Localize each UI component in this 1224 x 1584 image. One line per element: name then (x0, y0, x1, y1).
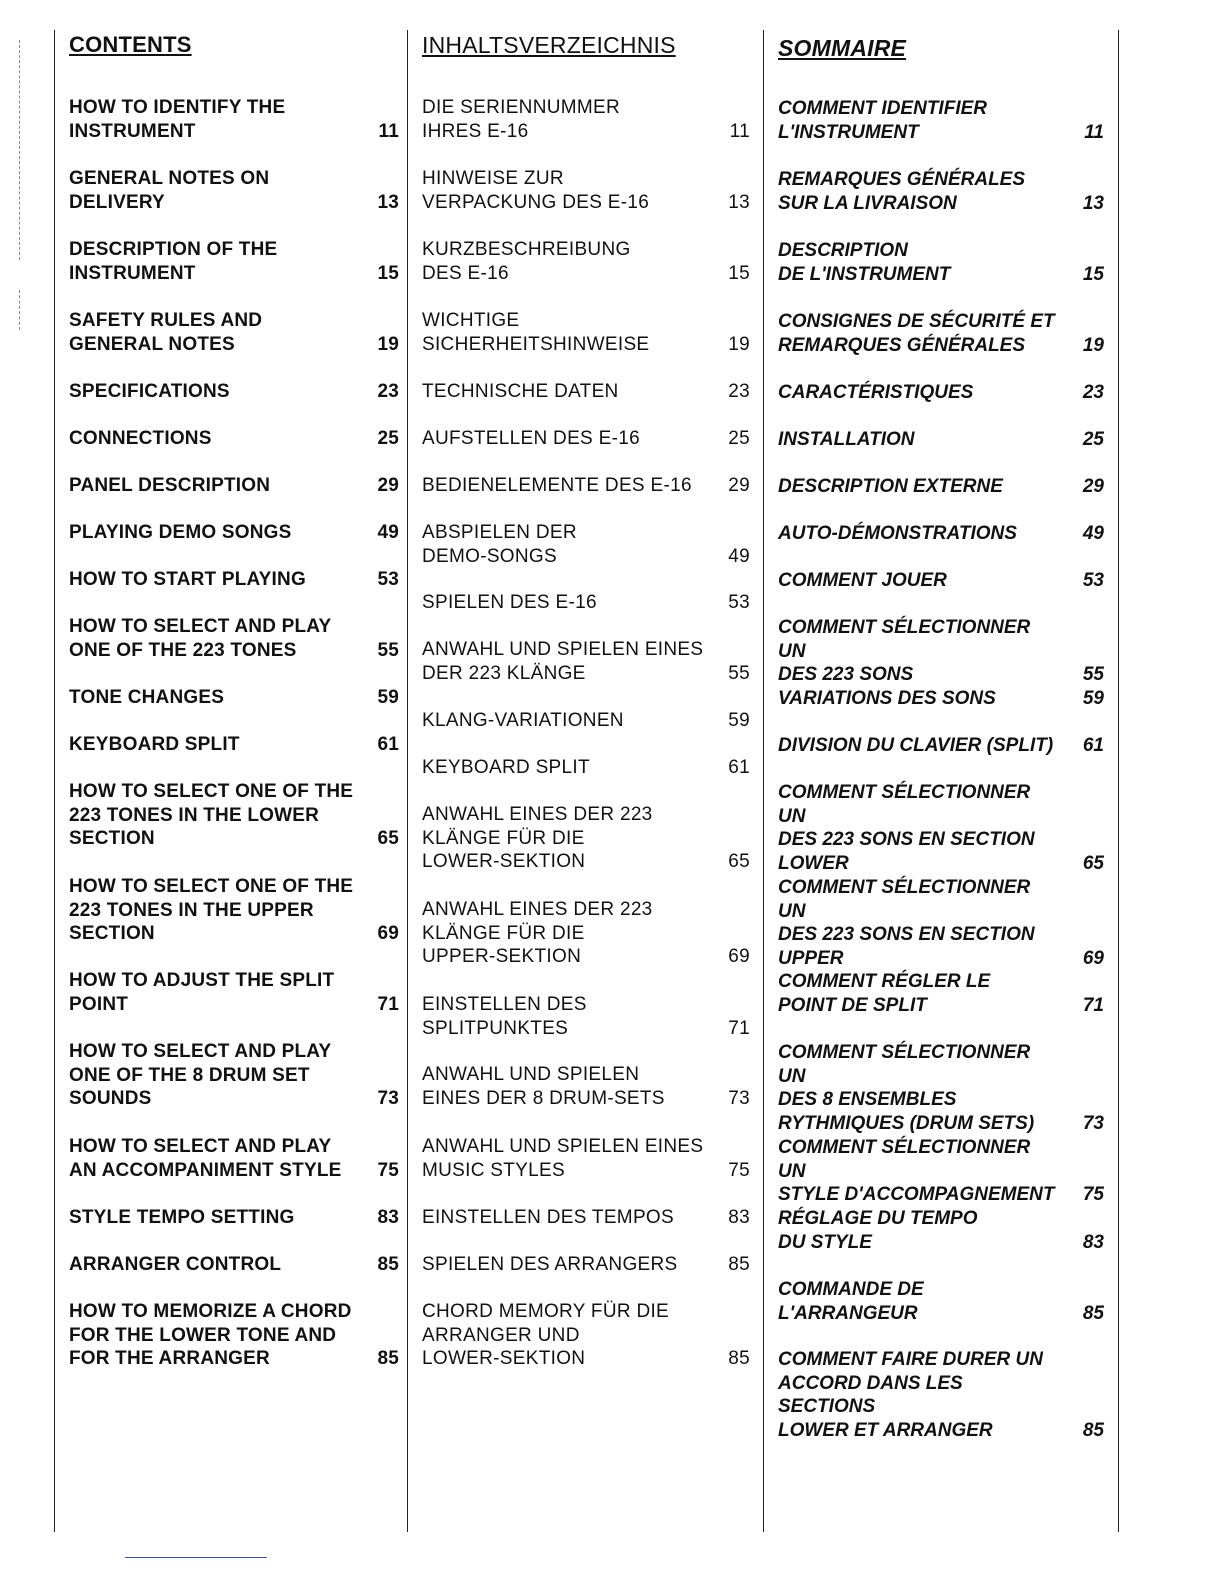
toc-entry-title: KLANG-VARIATIONEN (422, 710, 624, 731)
toc-entry-page-number: 65 (377, 828, 399, 849)
toc-entry[interactable] (778, 522, 1104, 546)
toc-entry-title: DESCRIPTION EXTERNE (778, 476, 1003, 497)
toc-entry-page-number: 73 (728, 1087, 750, 1109)
toc-entry[interactable] (422, 709, 750, 733)
toc-entry-title: SPIELEN DES E-16 (422, 592, 597, 613)
toc-entry-title: RÉGLAGE DU TEMPO DU STYLE (778, 1208, 978, 1253)
toc-entry[interactable] (69, 1206, 399, 1230)
toc-entry[interactable] (778, 876, 1104, 970)
toc-entry[interactable] (422, 756, 750, 780)
toc-entry[interactable] (778, 1041, 1104, 1135)
toc-entry[interactable] (422, 380, 750, 404)
toc-entry-title: COMMENT SÉLECTIONNER UN STYLE D'ACCOMPAGNEMENT (778, 1137, 1055, 1205)
toc-entry[interactable] (778, 1207, 1104, 1254)
toc-entry-page-number: 25 (1082, 429, 1104, 450)
toc-entry[interactable] (69, 1300, 399, 1371)
toc-entry-title: ANWAHL EINES DER 223 KLÄNGE FÜR DIE LOWER-SEKTION (422, 804, 653, 872)
toc-entry[interactable] (778, 970, 1104, 1017)
toc-entry-title: KURZBESCHREIBUNG DES E-16 (422, 239, 631, 284)
toc-entry-page-number: 59 (1082, 688, 1104, 709)
toc-entry[interactable] (778, 97, 1104, 144)
toc-entry-page-number: 71 (1082, 994, 1104, 1016)
toc-entry[interactable] (778, 428, 1104, 452)
toc-entry-title: SPECIFICATIONS (69, 381, 230, 402)
toc-entry-page-number: 15 (728, 262, 750, 284)
toc-entry-page-number: 29 (377, 475, 399, 496)
toc-entry-title: HOW TO START PLAYING (69, 569, 306, 590)
toc-entry-page-number: 49 (1082, 523, 1104, 544)
toc-entry-title: KEYBOARD SPLIT (69, 734, 240, 755)
toc-entry-page-number: 53 (377, 569, 399, 590)
toc-entry[interactable] (422, 993, 750, 1040)
toc-entry-page-number: 49 (377, 522, 399, 543)
toc-entry-page-number: 19 (377, 333, 399, 355)
toc-entry-page-number: 25 (728, 428, 750, 449)
toc-entry-page-number: 23 (728, 381, 750, 402)
margin-mark (19, 40, 20, 260)
toc-entry[interactable] (69, 380, 399, 404)
toc-entry-page-number: 65 (1082, 852, 1104, 874)
footer-rule (125, 1557, 267, 1558)
toc-entry-page-number: 61 (1082, 735, 1104, 756)
toc-entry-page-number: 65 (728, 851, 750, 872)
toc-entry-title: HOW TO SELECT AND PLAY ONE OF THE 223 TONES (69, 616, 332, 661)
toc-entry-title: ANWAHL UND SPIELEN EINES MUSIC STYLES (422, 1136, 704, 1181)
toc-entry[interactable] (69, 96, 399, 143)
toc-entry-title: SPIELEN DES ARRANGERS (422, 1254, 678, 1275)
toc-entry-title: DESCRIPTION DE L'INSTRUMENT (778, 240, 951, 285)
toc-entry[interactable] (69, 780, 399, 851)
toc-entry[interactable] (422, 167, 750, 214)
toc-entry[interactable] (69, 615, 399, 662)
toc-entry-title: HOW TO SELECT AND PLAY ONE OF THE 8 DRUM SET SOUNDS (69, 1041, 332, 1109)
toc-entry[interactable] (778, 168, 1104, 215)
toc-entry-page-number: 85 (728, 1254, 750, 1275)
toc-entry-title: TONE CHANGES (69, 687, 225, 708)
toc-entry-title: HOW TO ADJUST THE SPLIT POINT (69, 970, 335, 1015)
toc-entry[interactable] (69, 1253, 399, 1277)
toc-entry-title: ANWAHL UND SPIELEN EINES DER 8 DRUM-SETS (422, 1064, 665, 1109)
toc-entry-page-number: 11 (1084, 121, 1104, 143)
toc-entry-title: EINSTELLEN DES TEMPOS (422, 1207, 674, 1228)
toc-entry[interactable] (422, 427, 750, 451)
toc-entry-page-number: 53 (728, 592, 750, 613)
toc-entry-page-number: 15 (1082, 263, 1104, 285)
toc-entry-title: SAFETY RULES AND GENERAL NOTES (69, 310, 263, 355)
toc-entry-page-number: 23 (377, 381, 399, 402)
toc-entry-page-number: 49 (728, 545, 750, 567)
toc-entry[interactable] (422, 1300, 750, 1371)
toc-entry-page-number: 85 (728, 1348, 750, 1369)
toc-entry-page-number: 13 (728, 191, 750, 213)
toc-entry-page-number: 83 (377, 1207, 399, 1228)
toc-entry[interactable] (69, 474, 399, 498)
toc-entry[interactable] (778, 569, 1104, 593)
toc-entry-title: CHORD MEMORY FÜR DIE ARRANGER UND LOWER-SEKTION (422, 1301, 670, 1369)
toc-entry-page-number: 69 (1082, 947, 1104, 969)
toc-entry[interactable] (778, 734, 1104, 758)
toc-entry-title: INSTALLATION (778, 429, 915, 450)
toc-entry-title: CONSIGNES DE SÉCURITÉ ET REMARQUES GÉNÉRALES (778, 311, 1055, 356)
column-heading: INHALTSVERZEICHNIS (422, 32, 676, 58)
toc-entry[interactable] (422, 898, 750, 969)
toc-entry-title: CONNECTIONS (69, 428, 212, 449)
toc-entry-title: COMMENT SÉLECTIONNER UN DES 223 SONS EN SECTION LOWER (778, 782, 1035, 874)
toc-entry-page-number: 53 (1082, 570, 1104, 591)
toc-entry-title: HOW TO SELECT AND PLAY AN ACCOMPANIMENT STYLE (69, 1136, 342, 1181)
toc-entry[interactable] (778, 475, 1104, 499)
toc-entry-page-number: 55 (728, 662, 750, 684)
toc-entry-title: REMARQUES GÉNÉRALES SUR LA LIVRAISON (778, 169, 1026, 214)
toc-entry[interactable] (778, 781, 1104, 875)
toc-entry-title: HOW TO MEMORIZE A CHORD FOR THE LOWER TONE AND FOR THE ARRANGER (69, 1301, 352, 1369)
toc-entry-title: HOW TO IDENTIFY THE INSTRUMENT (69, 97, 286, 142)
column-heading: CONTENTS (69, 32, 192, 57)
toc-entry-title: DESCRIPTION OF THE INSTRUMENT (69, 239, 278, 284)
toc-entry-page-number: 55 (377, 639, 399, 661)
toc-entry-page-number: 85 (1082, 1302, 1104, 1324)
toc-entry-page-number: 69 (377, 923, 399, 944)
toc-entry[interactable] (422, 591, 750, 615)
toc-entry-page-number: 29 (728, 475, 750, 496)
toc-entry[interactable] (69, 521, 399, 545)
toc-entry-title: HOW TO SELECT ONE OF THE 223 TONES IN THE UPPER SECTION (69, 876, 354, 944)
toc-entry-title: COMMENT RÉGLER LE POINT DE SPLIT (778, 971, 991, 1016)
toc-entry[interactable] (69, 309, 399, 356)
toc-entry-page-number: 59 (728, 710, 750, 731)
toc-entry-title: TECHNISCHE DATEN (422, 381, 619, 402)
toc-entry[interactable] (69, 733, 399, 757)
toc-entry-title: STYLE TEMPO SETTING (69, 1207, 295, 1228)
toc-entry-page-number: 71 (377, 993, 399, 1015)
toc-entry[interactable] (69, 427, 399, 451)
toc-entry-title: PANEL DESCRIPTION (69, 475, 271, 496)
toc-entry-page-number: 69 (728, 946, 750, 967)
toc-entry[interactable] (422, 309, 750, 356)
toc-entry-title: DIVISION DU CLAVIER (SPLIT) (778, 735, 1054, 756)
toc-entry[interactable] (778, 239, 1104, 286)
toc-entry-title: ABSPIELEN DER DEMO-SONGS (422, 522, 577, 567)
toc-entry-title: COMMENT SÉLECTIONNER UN DES 8 ENSEMBLES RYTHMIQUES (DRUM SETS) (778, 1042, 1035, 1134)
toc-entry-title: AUFSTELLEN DES E-16 (422, 428, 640, 449)
toc-entry-title: HINWEISE ZUR VERPACKUNG DES E-16 (422, 168, 650, 213)
toc-entry-title: COMMANDE DE L'ARRANGEUR (778, 1279, 924, 1324)
toc-entry[interactable] (422, 474, 750, 498)
toc-entry[interactable] (422, 1206, 750, 1230)
toc-entry-title: KEYBOARD SPLIT (422, 757, 590, 778)
toc-entry-page-number: 25 (377, 428, 399, 449)
margin-mark (19, 290, 20, 330)
toc-entry-page-number: 73 (1082, 1112, 1104, 1134)
toc-entry[interactable] (422, 238, 750, 285)
toc-entry-title: CARACTÉRISTIQUES (778, 382, 974, 403)
toc-entry-page-number: 59 (377, 687, 399, 708)
toc-entry[interactable] (69, 1040, 399, 1111)
toc-entry-page-number: 71 (728, 1017, 750, 1039)
toc-entry[interactable] (69, 167, 399, 214)
toc-entry-title: EINSTELLEN DES SPLITPUNKTES (422, 994, 587, 1039)
toc-entry-page-number: 75 (377, 1159, 399, 1181)
contents-column-french (763, 30, 1119, 1532)
toc-entry-page-number: 83 (728, 1207, 750, 1228)
toc-entry-page-number: 23 (1082, 382, 1104, 403)
toc-entry-title: GENERAL NOTES ON DELIVERY (69, 168, 270, 213)
toc-entry-page-number: 75 (728, 1159, 750, 1181)
toc-entry[interactable] (69, 1135, 399, 1182)
toc-entry-page-number: 11 (378, 120, 399, 142)
toc-entry-title: ANWAHL EINES DER 223 KLÄNGE FÜR DIE UPPER-SEKTION (422, 899, 653, 967)
toc-entry-title: PLAYING DEMO SONGS (69, 522, 292, 543)
toc-entry[interactable] (69, 969, 399, 1016)
toc-entry-title: COMMENT JOUER (778, 570, 947, 591)
toc-entry-page-number: 85 (1082, 1419, 1104, 1441)
toc-entry-page-number: 61 (377, 734, 399, 755)
toc-entry-page-number: 85 (377, 1348, 399, 1369)
contents-column-english (54, 30, 406, 1532)
toc-entry-page-number: 75 (1082, 1184, 1104, 1205)
toc-entry[interactable] (422, 1063, 750, 1110)
toc-entry[interactable] (422, 521, 750, 568)
toc-entry-title: COMMENT FAIRE DURER UN ACCORD DANS LES SECTIONS LOWER ET ARRANGER (778, 1349, 1043, 1441)
toc-entry-page-number: 83 (1082, 1231, 1104, 1253)
column-heading: SOMMAIRE (778, 35, 907, 61)
toc-entry-title: DIE SERIENNUMMER IHRES E-16 (422, 97, 620, 142)
toc-entry-title: VARIATIONS DES SONS (778, 688, 996, 709)
toc-entry-page-number: 13 (377, 191, 399, 213)
toc-entry-page-number: 61 (728, 757, 750, 778)
toc-entry-title: ANWAHL UND SPIELEN EINES DER 223 KLÄNGE (422, 639, 704, 684)
toc-entry[interactable] (778, 1136, 1104, 1207)
toc-entry-title: COMMENT SÉLECTIONNER UN DES 223 SONS EN SECTION UPPER (778, 877, 1035, 969)
toc-entry[interactable] (69, 875, 399, 946)
toc-entry[interactable] (69, 686, 399, 710)
toc-entry-title: ARRANGER CONTROL (69, 1254, 282, 1275)
toc-entry-title: COMMENT SÉLECTIONNER UN DES 223 SONS (778, 617, 1031, 685)
toc-entry[interactable] (422, 1135, 750, 1182)
toc-entry[interactable] (778, 687, 1104, 711)
toc-entry-page-number: 19 (1082, 334, 1104, 356)
toc-entry[interactable] (422, 96, 750, 143)
toc-entry[interactable] (778, 1278, 1104, 1325)
toc-entry-title: AUTO-DÉMONSTRATIONS (778, 523, 1017, 544)
toc-entry-page-number: 29 (1082, 476, 1104, 497)
toc-entry[interactable] (422, 803, 750, 874)
toc-entry-title: HOW TO SELECT ONE OF THE 223 TONES IN THE LOWER SECTION (69, 781, 354, 849)
toc-entry[interactable] (778, 1348, 1104, 1442)
toc-entry[interactable] (69, 238, 399, 285)
toc-entry[interactable] (778, 381, 1104, 405)
toc-entry[interactable] (69, 568, 399, 592)
contents-column-german (407, 30, 762, 1532)
toc-entry-title: BEDIENELEMENTE DES E-16 (422, 475, 692, 496)
toc-entry-page-number: 15 (377, 262, 399, 284)
toc-entry-page-number: 55 (1082, 664, 1104, 685)
toc-entry-page-number: 85 (377, 1254, 399, 1275)
toc-entry-title: COMMENT IDENTIFIER L'INSTRUMENT (778, 98, 987, 143)
toc-entry[interactable] (778, 616, 1104, 687)
toc-entry-page-number: 13 (1082, 192, 1104, 214)
toc-entry-page-number: 73 (377, 1088, 399, 1109)
toc-entry-page-number: 11 (729, 120, 750, 142)
toc-entry-title: WICHTIGE SICHERHEITSHINWEISE (422, 310, 650, 355)
toc-entry[interactable] (778, 310, 1104, 357)
toc-entry-page-number: 19 (728, 333, 750, 355)
toc-entry[interactable] (422, 1253, 750, 1277)
toc-entry[interactable] (422, 638, 750, 685)
